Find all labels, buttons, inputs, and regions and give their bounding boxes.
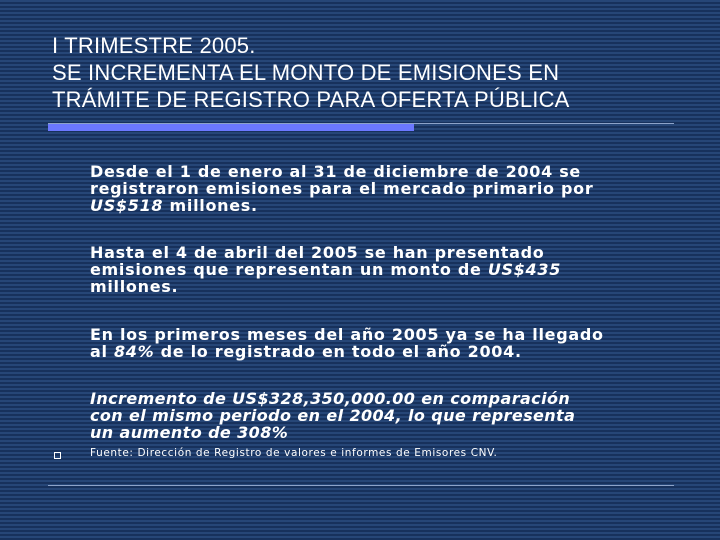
source-bullet-icon: [54, 452, 61, 459]
p2-line-1: Hasta el 4 de abril del 2005 se han presentado: [90, 243, 545, 262]
p1-line-3-rest: millones.: [163, 196, 258, 215]
p3-line-2: [90, 343, 690, 360]
paragraph-increase-summary: [90, 390, 690, 441]
p4-line-2: con el mismo periodo en el 2004, lo que representa: [90, 406, 576, 425]
title-accent-bar: [48, 124, 414, 131]
p2-line-2-start: emisiones que representan un monto de: [90, 260, 488, 279]
p1-amount: US$518: [90, 196, 164, 215]
p3-line-2-rest: de lo registrado en todo el año 2004.: [154, 342, 522, 361]
p4-line-3: un aumento de 308%: [90, 423, 289, 442]
footer-divider-line: [48, 485, 674, 486]
p3-line-2-start: al: [90, 342, 114, 361]
p3-line-1: En los primeros meses del año 2005 ya se ha llegado: [90, 325, 604, 344]
p3-percentage: 84%: [113, 342, 155, 361]
p1-line-1: Desde el 1 de enero al 31 de diciembre de 2004 se: [90, 162, 581, 181]
title-line-3: TRÁMITE DE REGISTRO PARA OFERTA PÚBLICA: [52, 87, 570, 112]
p2-line-2: [90, 261, 690, 278]
paragraph-percentage-reached: [90, 326, 690, 360]
slide-title: [52, 32, 692, 113]
title-line-2: SE INCREMENTA EL MONTO DE EMISIONES EN: [52, 60, 560, 85]
paragraph-2004-registrations: [90, 163, 690, 214]
p4-line-1: Incremento de US$328,350,000.00 en comparación: [90, 389, 571, 408]
p1-line-2: registraron emisiones para el mercado primario por: [90, 179, 594, 198]
title-line-1: I TRIMESTRE 2005.: [52, 33, 256, 58]
source-note: Fuente: Dirección de Registro de valores e informes de Emisores CNV.: [90, 447, 498, 459]
paragraph-2005-submissions: [90, 244, 690, 295]
p2-line-3: millones.: [90, 277, 179, 296]
p2-amount: US$435: [487, 260, 562, 279]
p1-line-3: [90, 197, 690, 214]
